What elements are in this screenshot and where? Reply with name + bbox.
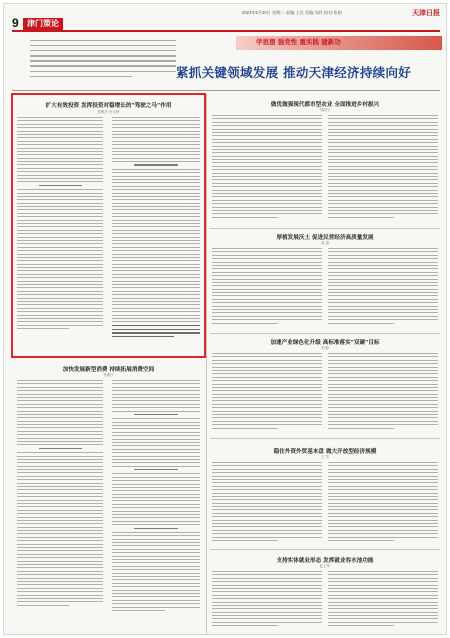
article-2-byline: 李德江	[103, 373, 114, 377]
article-4-title: 厚植发展沃土 促进民营经济高质量发展	[276, 235, 374, 241]
article-6-byline: 王 雪	[320, 455, 330, 459]
article-7-title: 支持实体就业形态 发挥就业容水池功能	[276, 558, 374, 564]
section-name: 津门策论	[23, 18, 63, 30]
article-separator	[210, 333, 440, 334]
article-6-col-2	[328, 462, 438, 543]
feature-banner	[176, 36, 442, 88]
article-3-title: 做优做强现代都市型农业 全面推进乡村振兴	[270, 102, 380, 108]
article-separator	[210, 438, 440, 439]
paper-logo: 天津日报	[412, 8, 440, 17]
article-5-byline: 刘 静	[320, 346, 330, 350]
article-3-byline: 刘国义	[319, 108, 331, 112]
article-separator	[210, 549, 440, 550]
article-1-title: 扩大有效投资 发挥投资对稳增长的“驾驶之马”作用	[45, 103, 172, 109]
article-5-col-1	[212, 353, 322, 431]
article-4-col-1	[212, 248, 322, 326]
banner-headline: 紧抓关键领域发展 推动天津经济持续向好	[176, 65, 412, 80]
article-4-col-2	[328, 248, 438, 326]
top-rule	[12, 90, 440, 91]
article-1-col-1	[17, 117, 103, 332]
article-2-title: 加快发展新型消费 持续拓展消费空间	[62, 367, 155, 373]
intro-text	[30, 40, 176, 81]
article-2-col-2	[112, 380, 200, 613]
article-1-col-2	[112, 117, 200, 340]
article-3-col-2	[328, 115, 438, 220]
column-separator	[206, 94, 207, 634]
paper-sheet	[3, 3, 447, 635]
article-separator	[210, 228, 440, 229]
article-7-col-2	[328, 571, 438, 629]
date-line: 2023年5月30日 星期二 责编:王佳 美编:刘玲 校对:张娟	[242, 10, 342, 15]
page-number: 9	[12, 16, 19, 30]
article-7-byline: 赵卫华	[319, 564, 331, 568]
article-6-col-1	[212, 462, 322, 543]
article-2-col-1	[17, 380, 103, 608]
article-7-col-1	[212, 571, 322, 629]
section-bar	[12, 17, 440, 32]
banner-slogan: 学思想 强党性 重实践 建新功	[256, 38, 341, 46]
article-1-byline: 蔡俊杰 叶文婷	[97, 110, 120, 114]
article-6-title: 稳住外资外贸基本盘 做大开放型经济规模	[273, 449, 377, 455]
article-4-byline: 周 超	[320, 241, 330, 245]
article-3-col-1	[212, 115, 322, 220]
article-5-col-2	[328, 353, 438, 431]
article-5-title: 加速产业绿色化升级 高标准落实“双碳”目标	[270, 340, 380, 346]
